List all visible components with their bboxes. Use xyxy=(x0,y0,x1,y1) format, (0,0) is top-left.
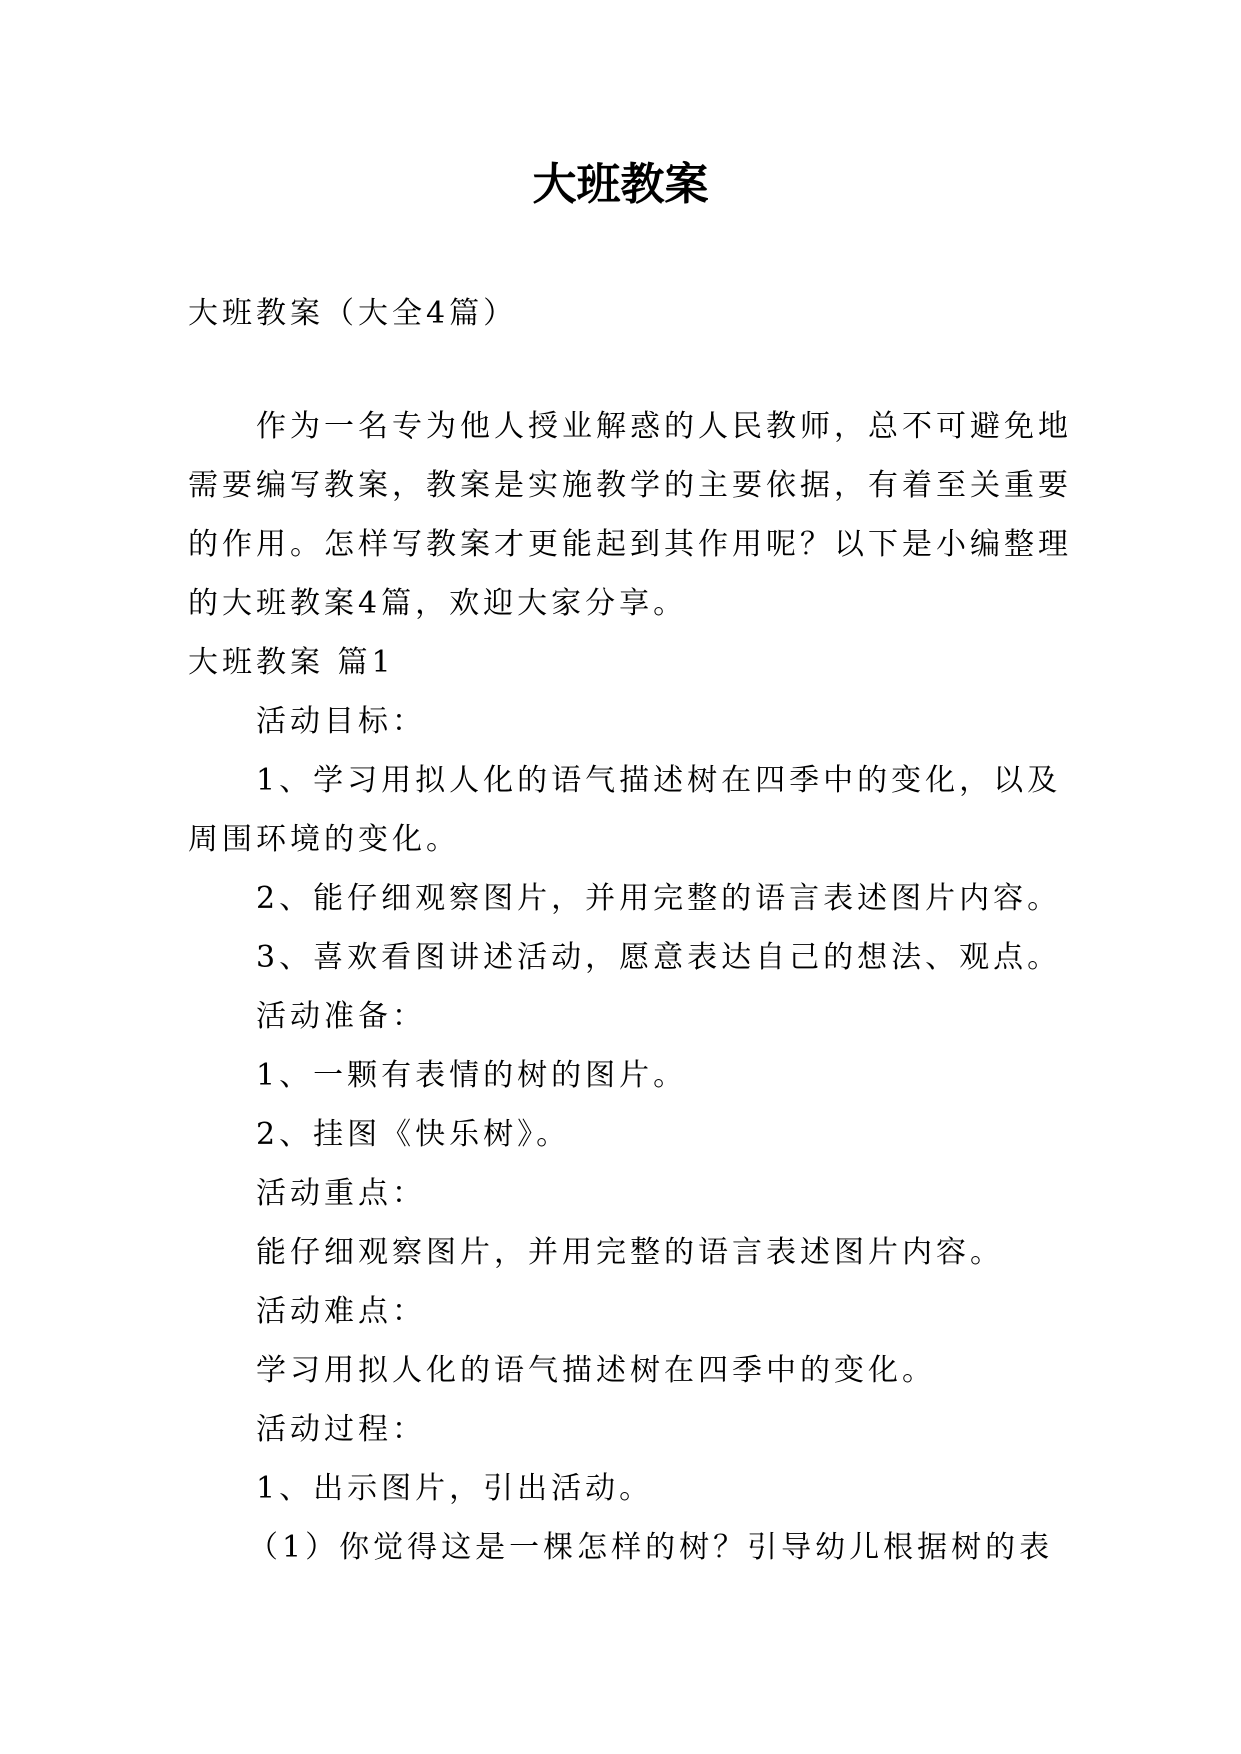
paragraph-line: 活动过程： xyxy=(256,1412,426,1447)
paragraph-line: （1）你觉得这是一棵怎样的树？引导幼儿根据树的表 xyxy=(248,1530,1054,1565)
document-subtitle: 大班教案（大全4篇） xyxy=(188,296,518,331)
paragraph-line: 作为一名专为他人授业解惑的人民教师，总不可避免地 xyxy=(256,409,1072,444)
paragraph-line: 的作用。怎样写教案才更能起到其作用呢？以下是小编整理 xyxy=(188,527,1072,562)
paragraph-line: 1、学习用拟人化的语气描述树在四季中的变化，以及 xyxy=(256,763,1062,798)
section-heading: 大班教案 篇1 xyxy=(188,645,395,680)
paragraph-line: 周围环境的变化。 xyxy=(188,822,460,857)
paragraph-line: 活动难点： xyxy=(256,1294,426,1329)
paragraph-line: 1、出示图片，引出活动。 xyxy=(256,1471,654,1506)
paragraph-line: 学习用拟人化的语气描述树在四季中的变化。 xyxy=(256,1353,936,1388)
paragraph-line: 活动重点： xyxy=(256,1176,426,1211)
paragraph-line: 1、一颗有表情的树的图片。 xyxy=(256,1058,688,1093)
paragraph-line: 2、挂图《快乐树》。 xyxy=(256,1117,571,1152)
paragraph-line: 活动目标： xyxy=(256,704,426,739)
paragraph-line: 需要编写教案，教案是实施教学的主要依据，有着至关重要 xyxy=(188,468,1072,503)
document-title: 大班教案 xyxy=(532,159,709,210)
paragraph-line: 能仔细观察图片，并用完整的语言表述图片内容。 xyxy=(256,1235,1004,1270)
paragraph-line: 活动准备： xyxy=(256,999,426,1034)
paragraph-line: 的大班教案4篇，欢迎大家分享。 xyxy=(188,586,688,621)
paragraph-line: 2、能仔细观察图片，并用完整的语言表述图片内容。 xyxy=(256,881,1062,916)
paragraph-line: 3、喜欢看图讲述活动，愿意表达自己的想法、观点。 xyxy=(256,940,1062,975)
